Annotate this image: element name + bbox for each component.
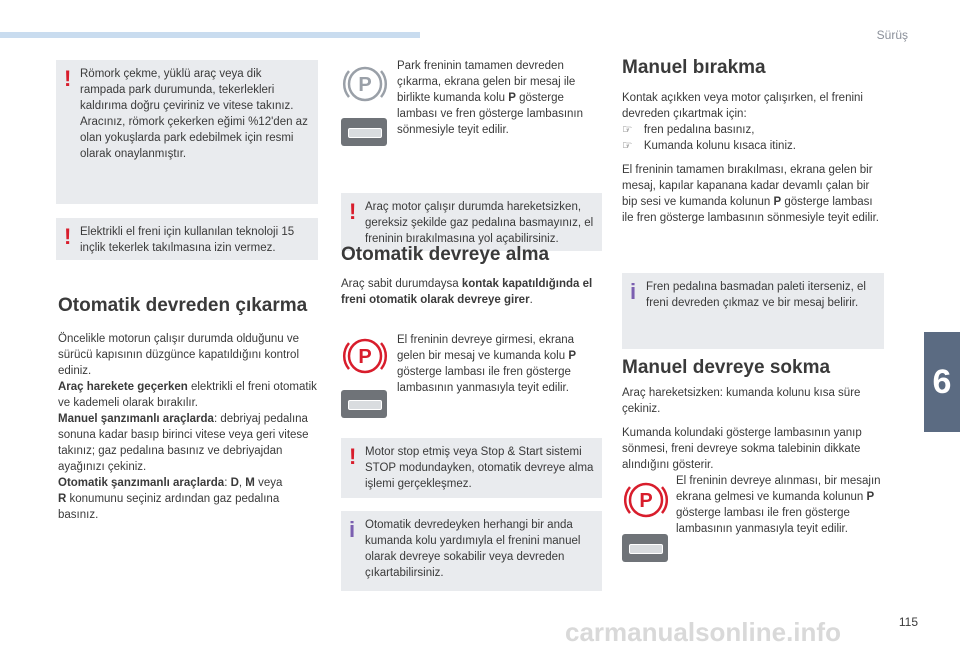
info-icon: i xyxy=(630,279,637,304)
parking-brake-off-icon xyxy=(341,60,389,108)
text-pull: Araç hareketsizken: kumanda kolunu kısa süre çekiniz. xyxy=(622,387,861,415)
label-moving: Araç harekete geçerken xyxy=(58,381,188,393)
control-lever-icon xyxy=(622,534,668,562)
bullet-icon: ☞ xyxy=(622,124,644,136)
manual-engage-text xyxy=(622,385,884,473)
p-indicator: P xyxy=(568,350,576,362)
warning-box-trailer xyxy=(56,60,318,204)
chapter-tab: 6 xyxy=(924,332,960,432)
p-indicator: P xyxy=(866,491,875,503)
intro-text: Kontak açıkken veya motor çalışırken, el frenini devreden çıkartmak için: xyxy=(622,92,863,120)
gear-d: D xyxy=(230,477,239,489)
control-lever-icon xyxy=(341,390,387,418)
parking-brake-on-icon xyxy=(341,332,389,380)
heading-auto-engage: Otomatik devreye alma xyxy=(341,244,550,265)
bullet-icon: ☞ xyxy=(622,140,644,152)
heading-auto-release: Otomatik devreden çıkarma xyxy=(58,295,308,316)
text: El freninin devreye girmesi, ekrana gelen bir mesaj ve kumanda kolu xyxy=(397,334,575,362)
label-automatic: Otomatik şanzımanlı araçlarda xyxy=(58,477,225,489)
text: gösterge lambası ile fren gösterge lambasının sönmesiyle teyit edilir. xyxy=(622,196,879,224)
warning-text: Römork çekme, yüklü araç veya dik rampada park durumunda, tekerlekleri kaldırıma doğru çeviriniz ve vitese takınız. Aracınız, römork çekerken eğimi %12'den az olan yokuşlarda park edebilmek için resmi olarak onaylanmıştır. xyxy=(80,68,308,160)
header-bar xyxy=(0,32,420,38)
emphasis: kontak kapatıldığında el freni otomatik olarak devreye girer xyxy=(341,278,593,306)
info-box-manual-override xyxy=(341,511,602,591)
text: gösterge lambası ile fren gösterge lambasının yanmasıyla teyit edilir. xyxy=(676,507,850,535)
step-2: Kumanda kolunu kısaca itiniz. xyxy=(643,140,796,152)
warning-box-wheels xyxy=(56,218,318,260)
p-indicator: P xyxy=(773,196,782,208)
info-text: Otomatik devredeyken herhangi bir anda kumanda kolu yardımıyla el frenini manuel olarak devreye sokabilir veya devreden çıkartabilirsiniz. xyxy=(365,519,581,579)
heading-manual-engage: Manuel devreye sokma xyxy=(622,357,831,378)
warning-icon: ! xyxy=(64,66,72,91)
text-moving: elektrikli el freni otomatik ve kademeli olarak bırakılır. xyxy=(58,381,317,409)
section-title: Sürüş xyxy=(876,28,908,42)
page-number: 115 xyxy=(898,615,918,629)
text: El freninin devreye alınması, bir mesajın ekrana gelmesi ve kumanda kolunun xyxy=(676,475,881,503)
svg-text:P: P xyxy=(358,74,372,96)
text: gösterge lambası ve fren gösterge lambasının sönmesiyle teyit edilir. xyxy=(397,92,584,136)
text: . xyxy=(529,294,533,306)
text: Araç sabit durumdaysa xyxy=(341,278,462,290)
manual-release-confirm-text xyxy=(622,162,884,226)
text-manual: : debriyaj pedalına sonuna kadar basıp birinci vitese veya geri vitese takınız; gaz pedalına basınız ve debriyajdan ayağınızı çekiniz. xyxy=(58,413,309,473)
warning-icon: ! xyxy=(349,199,357,224)
separator: : xyxy=(224,477,231,489)
auto-release-text xyxy=(58,331,320,523)
text-or: veya xyxy=(254,477,283,489)
text-automatic: konumunu seçiniz ardından gaz pedalına basınız. xyxy=(58,493,280,521)
warning-text: Motor stop etmiş veya Stop & Start sistemi STOP modundayken, otomatik devreye alma işlemi gerçekleşmez. xyxy=(365,446,594,490)
control-lever-icon xyxy=(341,118,387,146)
svg-text:P: P xyxy=(358,346,372,368)
text: gösterge lambası ile fren gösterge lambasının yanmasıyla teyit edilir. xyxy=(397,366,571,394)
heading-manual-release: Manuel bırakma xyxy=(622,57,766,78)
warning-icon: ! xyxy=(64,224,72,249)
warning-box-stop-start xyxy=(341,438,602,498)
info-box-brake-pedal xyxy=(622,273,884,349)
step-1: fren pedalına basınız, xyxy=(643,124,755,136)
intro-text: Öncelikle motorun çalışır durumda olduğunu ve sürücü kapısının düzgünce kapatıldığını kontrol ediniz. xyxy=(58,333,300,377)
auto-engage-intro xyxy=(341,276,603,308)
watermark: carmanualsonline.info xyxy=(565,617,841,647)
parking-brake-on-icon xyxy=(622,476,670,524)
text-blink: Kumanda kolundaki gösterge lambasının yanıp sönmesi, freni devreye sokma talebinin dikkate alındığını gösterir. xyxy=(622,427,862,471)
warning-text: Elektrikli el freni için kullanılan teknoloji 15 inçlik tekerlek takılmasına izin vermez. xyxy=(80,226,295,254)
manual-engage-confirm-text xyxy=(676,473,884,537)
p-indicator: P xyxy=(508,92,516,104)
release-confirm-text xyxy=(397,58,602,138)
label-manual: Manuel şanzımanlı araçlarda xyxy=(58,413,214,425)
engage-confirm-text xyxy=(397,332,602,396)
gear-m: M xyxy=(245,477,255,489)
separator: , xyxy=(238,477,246,489)
gear-r: R xyxy=(58,493,67,505)
svg-text:P: P xyxy=(639,490,653,512)
info-icon: i xyxy=(349,517,356,542)
text: El freninin tamamen bırakılması, ekrana gelen bir mesaj, kapılar kapanana kadar devamlı çalan bir bip sesi ve kumanda kolunun xyxy=(622,164,873,208)
info-text: Fren pedalına basmadan paleti iterseniz, el freni devreden çıkmaz ve bir mesaj belirir. xyxy=(646,281,866,309)
warning-text: Araç motor çalışır durumda hareketsizken, gereksiz şekilde gaz pedalına basmayınız, el freninin bırakılmasına yol açabilirsiniz. xyxy=(365,201,594,245)
manual-release-text xyxy=(622,90,884,154)
warning-icon: ! xyxy=(349,444,357,469)
text: Park freninin tamamen devreden çıkarma, ekrana gelen bir mesaj ile birlikte kumanda kolu xyxy=(397,60,576,104)
